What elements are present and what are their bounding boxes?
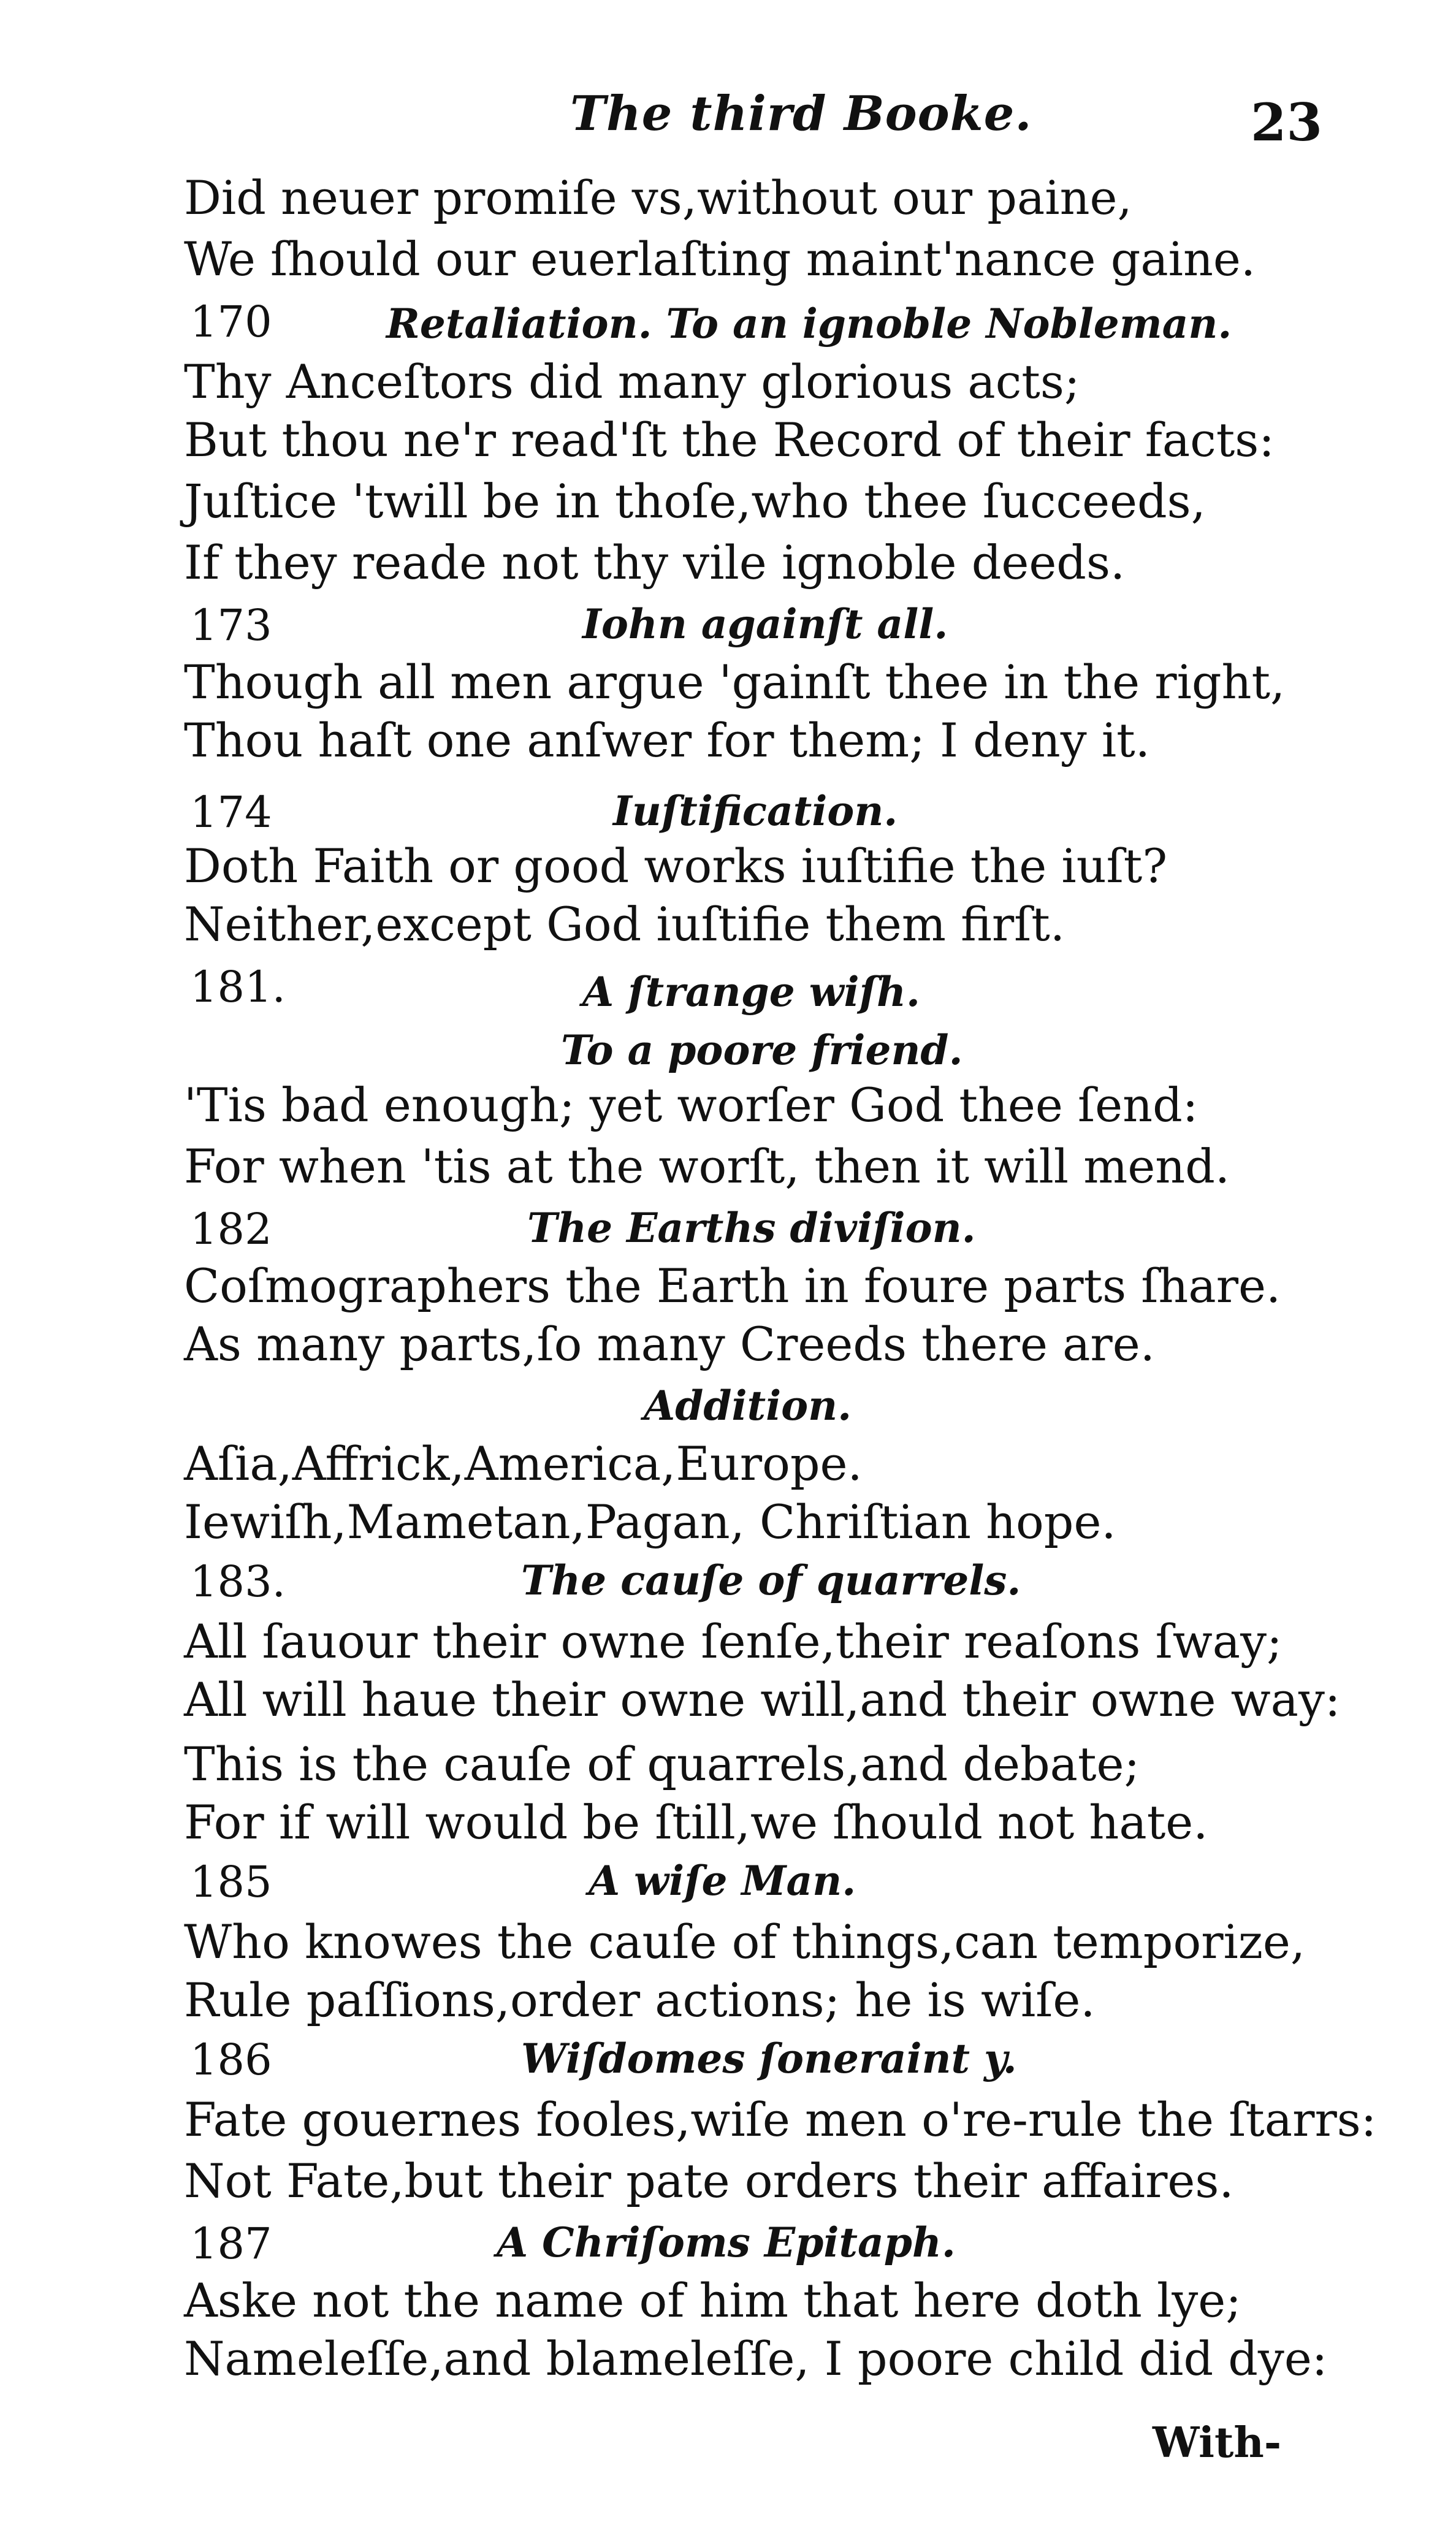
page-number: 23 <box>1251 92 1322 153</box>
verse-line: Though all men argue 'gainſt thee in the right, <box>184 655 1286 709</box>
verse-line: As many parts,ſo many Creeds there are. <box>184 1317 1155 1371</box>
verse-line: Iewiſh,Mametan,Pagan, Chriſtian hope. <box>184 1495 1116 1549</box>
verse-line: But thou ne'r read'ſt the Record of their facts: <box>184 413 1275 467</box>
addition-heading: Addition. <box>644 1382 852 1430</box>
epigram-number: 185 <box>190 1857 272 1907</box>
epigram-number: 173 <box>190 600 272 650</box>
epigram-number: 183. <box>190 1556 286 1607</box>
epigram-title: Wiſdomes ſoneraint y. <box>521 2035 1017 2082</box>
epigram-number: 170 <box>190 297 272 347</box>
verse-line: We ſhould our euerlaſting maint'nance gaine. <box>184 232 1256 286</box>
verse-line: All ſauour their owne ſenſe,their reaſons ſway; <box>184 1614 1283 1669</box>
verse-line: Fate gouernes fooles,wiſe men o're-rule the ſtarrs: <box>184 2092 1377 2147</box>
verse-line: Doth Faith or good works iuſtifie the iuſt? <box>184 839 1168 893</box>
verse-line: Coſmographers the Earth in foure parts ſhare. <box>184 1259 1281 1313</box>
verse-line: Neither,except God iuſtifie them firſt. <box>184 897 1065 951</box>
running-title: The third Booke. <box>570 86 1032 142</box>
verse-line: Aske not the name of him that here doth lye; <box>184 2273 1241 2328</box>
epigram-title: A ſtrange wiſh. <box>582 968 920 1016</box>
verse-line: If they reade not thy vile ignoble deeds. <box>184 535 1126 590</box>
epigram-title: Iohn againſt all. <box>582 600 948 648</box>
epigram-number: 182 <box>190 1204 272 1254</box>
epigram-title: A Chriſoms Epitaph. <box>497 2219 956 2266</box>
epigram-title: The cauſe of quarrels. <box>521 1556 1021 1604</box>
verse-line: Aſia,Affrick,America,Europe. <box>184 1436 863 1491</box>
verse-line: For if will would be ſtill,we ſhould not hate. <box>184 1795 1208 1850</box>
epigram-title: Retaliation. To an ignoble Nobleman. <box>386 300 1232 348</box>
epigram-subtitle: To a poore friend. <box>561 1026 963 1074</box>
verse-line: Juſtice 'twill be in thoſe,who thee ſucceeds, <box>184 474 1206 528</box>
verse-line: For when 'tis at the worſt, then it will mend. <box>184 1139 1230 1194</box>
epigram-number: 187 <box>190 2219 272 2269</box>
epigram-title: Iuſtification. <box>613 787 898 835</box>
verse-line: This is the cauſe of quarrels,and debate; <box>184 1737 1140 1791</box>
catchword: With- <box>1153 2418 1282 2467</box>
verse-line: Did neuer promiſe vs,without our paine, <box>184 170 1132 225</box>
verse-line: Thy Anceſtors did many glorious acts; <box>184 354 1080 409</box>
epigram-title: A wiſe Man. <box>589 1857 856 1905</box>
epigram-number: 181. <box>190 962 286 1012</box>
epigram-title: The Earths diviſion. <box>527 1204 976 1252</box>
verse-line: Thou haſt one anſwer for them; I deny it. <box>184 713 1150 768</box>
verse-line: Rule paſſions,order actions; he is wiſe. <box>184 1973 1096 2027</box>
verse-line: Not Fate,but their pate orders their affaires. <box>184 2154 1234 2208</box>
epigram-number: 186 <box>190 2035 272 2085</box>
verse-line: 'Tis bad enough; yet worſer God thee ſend: <box>184 1078 1199 1132</box>
verse-line: Nameleſſe,and blameleſſe, I poore child did dye: <box>184 2331 1328 2386</box>
epigram-number: 174 <box>190 787 272 837</box>
verse-line: Who knowes the cauſe of things,can temporize, <box>184 1914 1306 1969</box>
verse-line: All will haue their owne will,and their owne way: <box>184 1672 1341 1727</box>
